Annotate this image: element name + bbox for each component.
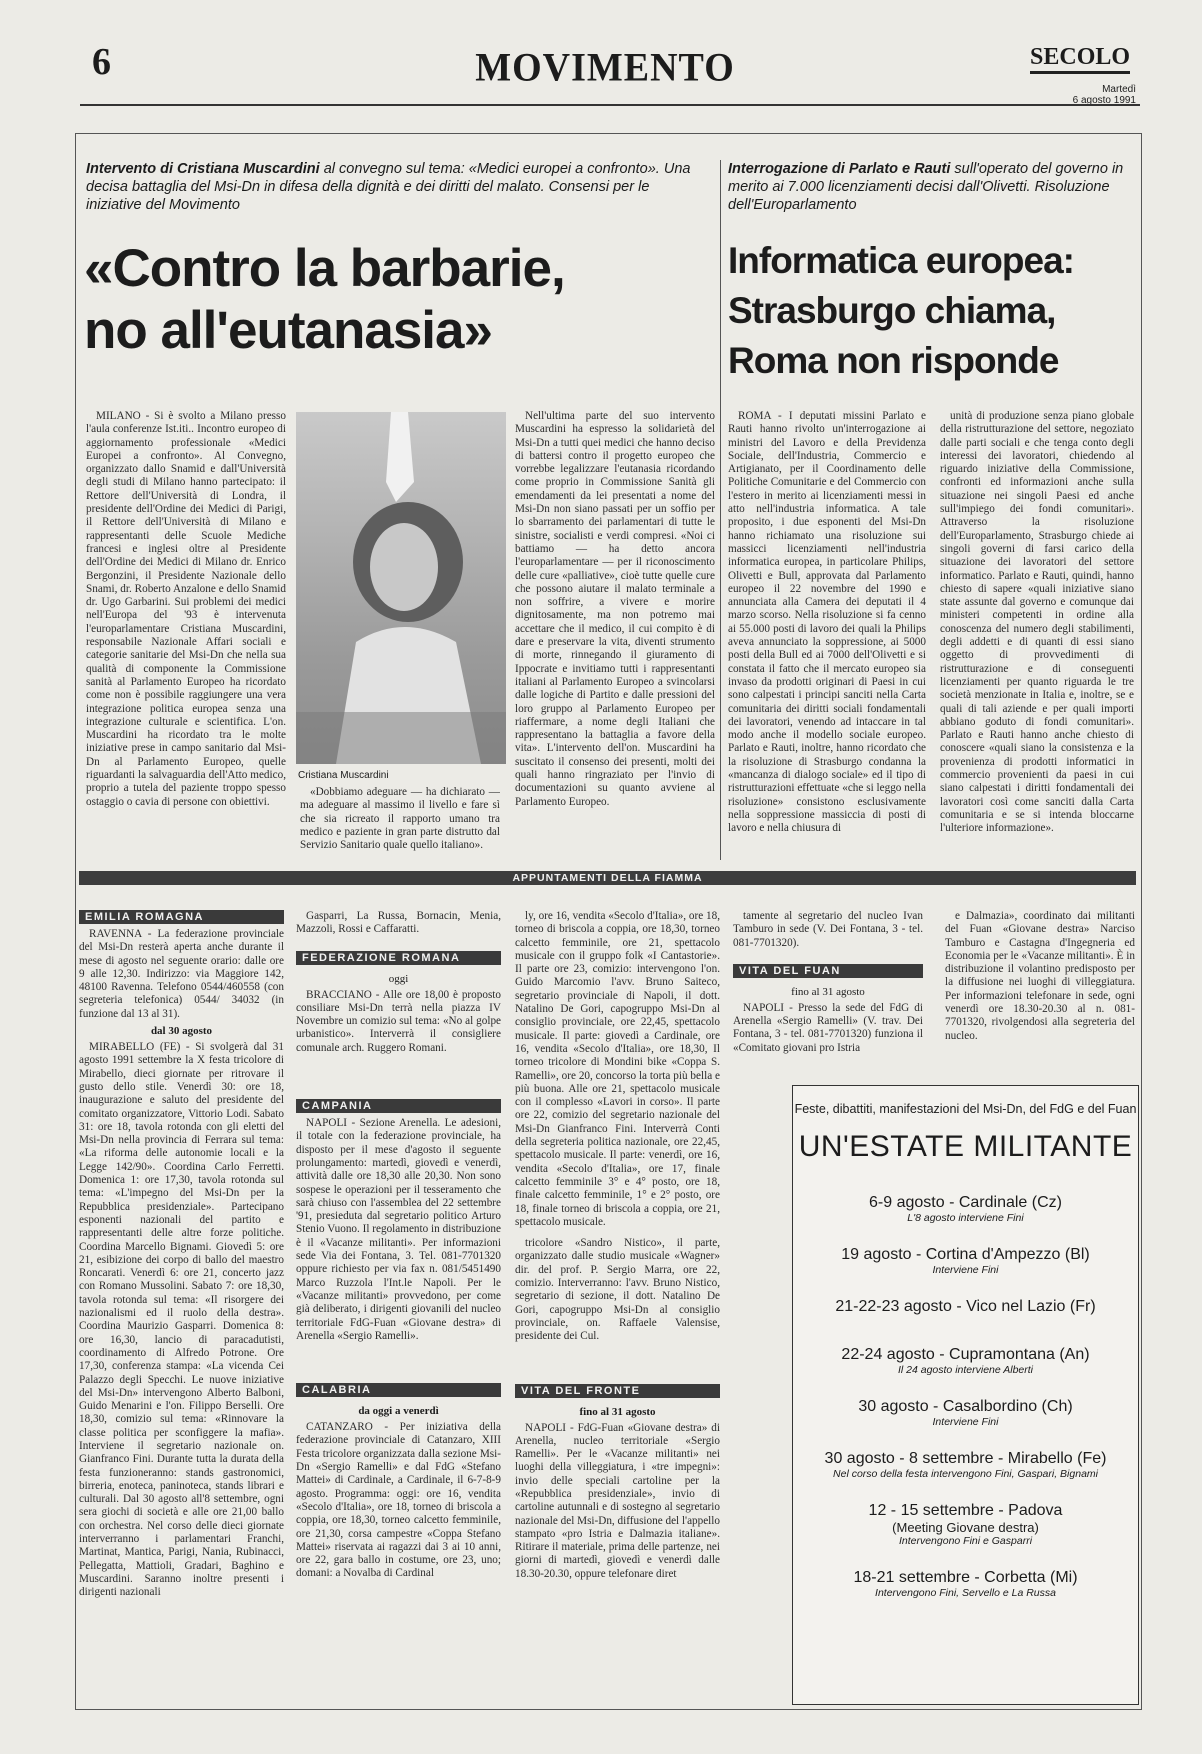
dateline bbox=[1040, 84, 1136, 106]
estate-event bbox=[793, 1569, 1138, 1599]
article1-headline bbox=[84, 238, 724, 362]
fuan-napoli bbox=[733, 1002, 923, 1055]
calabria-date: da oggi a venerdì bbox=[358, 1405, 439, 1418]
region-header-campania: CAMPANIA bbox=[296, 1099, 501, 1113]
estate-intro: Feste, dibattiti, manifestazioni del Msi-Dn, del FdG e del Fuan bbox=[794, 1102, 1137, 1116]
emilia-ravenna-text: RAVENNA - La federazione provinciale del Msi-Dn resterà aperta anche durante il mese di agosto nel seguente orario: dalle ore 9 alle 12,30. Indirizzo: via Maggiore 142, 48100 Ravenna. Telefono 0544/460558 (con segreteria telefonica) 0544/ 34032 (in funzione dal 13 al 31). bbox=[79, 928, 284, 1020]
col3-programme bbox=[515, 910, 720, 1229]
article1-col1-text: MILANO - Si è svolto a Milano presso l'aula conferenze Ist.iti.. Incontro europeo di aggiornamento professionale «Medici Europei a confronto». Al Convegno, organizzato dallo Snamid e dall'Università degli studi di Milano hanno partecipato: il Rettore dell'Università di Londra, il presidente dell'Ordine dei Medici di Parigi, il Rettore dell'Università di Milano e rappresentanti delle Scuole Mediche francesi e inglesi oltre al Presidente dell'Ordine dei Medici di Milano dr. Enrico Bergonzini, il Presidente Nazionale dello Snami, dr. Roberto Anzalone e dello Snamid dr. Ugo Garbarini. Sui problemi dei medici nell'Europa del '93 è intervenuta l'europarlamentare Cristiana Muscardini, responsabile Nazionale Affari sociali e categorie sanitarie del Msi-Dn che nella sua qualità di componente la Commissione sanità al Parlamento Europeo ha ricordato come non è possibile raggiungere una vera integrazione politica europea senza una integrazione culturale e scientifica. L'on. Muscardini ha ricordato tra le molte iniziative prese in campo sanitario dal Msi-Dn al Parlamento Europeo, quelle riguardanti la salvaguardia dell'Atto medico, proprio a tutela del paziente troppo spesso ostaggio o cavia di persone con obiettivi. bbox=[86, 410, 286, 808]
section-title: MOVIMENTO bbox=[475, 45, 735, 91]
estate-event-note: Intervengono Fini, Servello e La Russa bbox=[875, 1587, 1056, 1599]
article2-headline-line2: Strasburgo chiama, bbox=[728, 290, 1056, 331]
estate-event-date: 6-9 agosto - Cardinale (Cz) bbox=[869, 1194, 1062, 1211]
col3-programme-2-text: tricolore «Sandro Nistico», il parte, organizzato dalle studio musicale «Wagner» dir. del prof. P. Sergio Marra, ore 22, comizio. Interverranno: l'avv. Bruno Nistico, segretario di sezione, il dott. Natalino De Gori, capogruppo Msi-Dn al consiglio provinciale, on. Raffaele Valensise, presidente dei Cul. bbox=[515, 1237, 720, 1343]
newspaper-logo: SECOLO bbox=[1030, 44, 1130, 74]
estate-event-note: Interviene Fini bbox=[932, 1264, 999, 1276]
article1-headline-line1: «Contro la barbarie, bbox=[84, 239, 565, 298]
estate-event-note: Il 24 agosto interviene Alberti bbox=[897, 1364, 1034, 1376]
fuan-date: fino al 31 agosto bbox=[791, 985, 865, 998]
estate-event bbox=[793, 1194, 1138, 1224]
campania-napoli-text: NAPOLI - Sezione Arenella. Le adesioni, il totale con la federazione provinciale, ha disposto per il mese d'agosto il seguente prolungamento: martedì, giovedì e venerdì, attività dalle ore 18,30 alle 20,30. Non sono sospese le operazioni per il tesseramento che sarà chiuso con l'assemblea del 22 settembre '91, presieduta dal segretario politico Arturo Stenio Vuono. Il regolamento in distribuzione è il «Vacanze militanti». Per informazioni sede Via dei Fontana, 3. Tel. 081-7701320 oppure richiesto per via fax n. 081/5451490 Marco Ruzzola l'Int.le Napoli. Per le «Vacanze militanti» provvedono, per come già deliberato, i dirigenti giovanili del nucleo territoriale FdG-Fuan «Giovane destra» di Arenella «Sergio Ramelli». bbox=[296, 1117, 501, 1342]
listings-column-5 bbox=[945, 910, 1135, 1080]
fronte-napoli bbox=[515, 1422, 720, 1582]
estate-event-note: Nel corso della festa intervengono Fini, Gaspari, Bignami bbox=[833, 1468, 1098, 1480]
portrait-figure bbox=[296, 412, 506, 764]
estate-event bbox=[793, 1398, 1138, 1428]
emilia-ravenna bbox=[79, 928, 284, 1021]
estate-event bbox=[793, 1502, 1138, 1547]
listings-column-4 bbox=[733, 910, 923, 1080]
header-rule bbox=[80, 104, 1140, 106]
campania-napoli bbox=[296, 1117, 501, 1343]
estate-event bbox=[793, 1298, 1138, 1316]
col5-top bbox=[945, 910, 1135, 1043]
article2-headline-line3: Roma non risponde bbox=[728, 340, 1059, 381]
fuan-napoli-text: NAPOLI - Presso la sede del FdG di Arenella «Sergio Ramelli» (V. trav. Dei Fontana, 3 - tel. 081-7701320) funziona il «Comitato giovani pro Istria bbox=[733, 1001, 923, 1054]
estate-event-date: 18-21 settembre - Corbetta (Mi) bbox=[853, 1569, 1078, 1586]
estate-events bbox=[793, 1194, 1138, 1599]
photo-caption: Cristiana Muscardini bbox=[298, 770, 389, 781]
emilia-date: dal 30 agosto bbox=[150, 1025, 213, 1038]
article1-kicker bbox=[86, 160, 696, 214]
estate-event-note: Intervengono Fini e Gasparri bbox=[898, 1535, 1033, 1547]
estate-title: UN'ESTATE MILITANTE bbox=[798, 1130, 1133, 1163]
portrait-photo bbox=[296, 412, 506, 764]
col3-programme-2 bbox=[515, 1237, 720, 1343]
romana-date: oggi bbox=[388, 972, 409, 985]
listings-column-2 bbox=[296, 910, 501, 1705]
article1-col3-text: Nell'ultima parte del suo intervento Muscardini ha espresso la solidarietà del Msi-Dn a tutti quei medici che hanno deciso di battersi contro il progetto europeo che vorrebbe legalizzare l'eutanasia ricordando come proprio in Commissione Sanità gli emendamenti da lei presentati a nome del Msi-Dn non siano passati per un soffio per lo sbarramento dei parlamentari di tutte le sinistre, socialisti e verdi compresi. «Noi ci battiamo — ha detto ancora l'europarlamentare — per il riconoscimento delle cure «palliative», cioè tutte quelle cure che possono aiutare il malato terminale a non soffrire, a vivere e morire dignitosamente, ma non potremo mai accettare che il medico, il cui compito è di dare e preservare la vita, diventi strumento di morte, rinnegando il giuramento di Ippocrate e invitiamo tutti i rappresentanti italiani al Parlamento Europeo a svincolarsi dalle logiche di Partito e dalle pressioni del loro gruppo al Parlamento Europeo per riaffermare, a nome degli Italiani che rappresentano la battaglia a favore della vita». L'intervento dell'on. Muscardini ha suscitato il consenso dei presenti, molti dei quali hanno ringraziato per l'invio di documentazioni su quanto avviene al Parlamento Europeo. bbox=[515, 410, 715, 808]
article2-headline-line1: Informatica europea: bbox=[728, 240, 1074, 281]
estate-event-note: Interviene Fini bbox=[932, 1416, 999, 1428]
region-header-emilia: EMILIA ROMAGNA bbox=[79, 910, 284, 924]
article2-kicker bbox=[728, 160, 1133, 214]
fronte-date: fino al 31 agosto bbox=[579, 1405, 656, 1418]
estate-event-subtitle: (Meeting Giovane destra) bbox=[892, 1520, 1039, 1535]
article2-column-2 bbox=[940, 410, 1134, 864]
article2-kicker-bold: Interrogazione di Parlato e Rauti bbox=[728, 161, 951, 177]
col5-top-text: e Dalmazia», coordinato dai militanti del Fuan «Giovane destra» Narciso Tamburo e Castagna d'Ingegneria ed Economia per le «Vacanze militanti». È in distribuzione il volantino predisposto per la diffusione nei luoghi di villeggiatura. Per informazioni telefonare in sede, ogni venerdì ore 18.30-20.30 al n. 081-7701320, rivolgendosi alla segreteria del nucleo. bbox=[945, 910, 1135, 1042]
col4-top bbox=[733, 910, 923, 950]
date-day: Martedì bbox=[1102, 84, 1136, 95]
appuntamenti-banner: APPUNTAMENTI DELLA FIAMMA bbox=[79, 871, 1136, 885]
fronte-napoli-text: NAPOLI - FdG-Fuan «Giovane destra» di Arenella, nucleo territoriale «Sergio Ramelli». Per le «Vacanze militanti» nei luoghi della villeggiatura, i «tre impegni»: invio delle speciali cartoline per la «Repubblica presidenziale», invio di cartoline autunnali e di sostegno al segretario nazionale del Msi-Dn, diffusione del l'appello stampato «pro Istria e Dalmazia italiane». Ritirare il materiale, prima delle partenze, nei giorni di martedì, giovedì e venerdì dalle 18.30-20.30, oppure telefonare diret bbox=[515, 1421, 720, 1580]
portrait-face bbox=[370, 523, 438, 611]
article1-col2-text: «Dobbiamo adeguare — ha dichiarato — ma adeguare al massimo il livello e fare sì che sia ricreato il rapporto umano tra medico e paziente in gran parte distrutto dal Servizio Sanitario quale quello italiano». bbox=[300, 786, 500, 852]
article2-col1-text: ROMA - I deputati missini Parlato e Rauti hanno rivolto un'interrogazione ai ministri del Lavoro e della Previdenza Sociale, dell'Industria, Commercio e Artigianato, per il Coordinamento delle Politiche Comunitarie e del Commercio con l'estero in merito ai licenziamenti messi in atto nell'industria informatica. A tale proposito, i due esponenti del Msi-Dn hanno richiamato una risoluzione sui massicci licenziamenti nell'industria informatica europea, in particolare Philips, Olivetti e Bull, approvata dal Parlamento europeo il 22 novembre del 1990 e annunciata alla Camera dei deputati il 4 marzo scorso. Nella risoluzione si fa cenno ai 55.000 posti di lavoro dei quali la Philips aveva annunciato la soppressione, ai 5000 posti della Bull ed ai 7000 dell'Olivetti e si constata il fatto che il mercato europeo sia invaso da prodotti originari di Paesi in cui sono calpestati i principi sanciti nella Carta comunitaria dei diritti sociali fondamentali dei lavoratori, venendo ad intaccare in tal modo anche il modello sociale europeo. Parlato e Rauti, inoltre, hanno ricordato che la risoluzione di Strasburgo condanna la «mancanza di dialogo sociale» ed il tipo di ristrutturazioni effettuate «che si leggo nella risoluzione» consistono esclusivamente nella soppressione massiccia di posti di lavoro e nella chiusura di bbox=[728, 410, 926, 835]
article1-column-2 bbox=[300, 786, 500, 864]
region-header-fuan: VITA DEL FUAN bbox=[733, 964, 923, 978]
portrait-desk bbox=[296, 712, 506, 764]
estate-event-date: 22-24 agosto - Cupramontana (An) bbox=[841, 1346, 1090, 1363]
flame-emblem bbox=[386, 412, 414, 502]
calabria-catanzaro bbox=[296, 1421, 501, 1581]
article2-col2-text: unità di produzione senza piano globale della ristrutturazione del settore, negoziato dalle parti sociali e che tenga conto degli interessi dei lavoratori, chiedendo al riguardo iniziative della Commissione, confronti ed informazioni anche sulla situazione nei singoli Paesi ed anche sull'impiego dei fondi comunitari». Attraverso la risoluzione dell'Europarlamento, Strasburgo chiede ai singoli governi di farsi carico della situazione dei lavoratori del settore informatico. Parlato e Rauti, quindi, hanno chiesto di sapere «quali iniziative siano state assunte dal governo e comunque dai ministeri competenti in ordine alla conoscenza del numero degli stabilimenti, degli addetti e di quanti di essi siano oggetto di provvedimenti di ristrutturazione e di conseguenti licenziamenti per quanto riguarda le tre società menzionate in Italia e, inoltre, se e quali di tali aziende e per quali importi abbiano goduto di fondi comunitari». Parlato e Rauti hanno anche chiesto di conoscere «quali siano la consistenza e la provenienza di prodotti informatici in commercio provenienti da paesi in cui siano calpestati i diritti fondamentali dei lavoratori così come sanciti dalla Carta comunitaria e se si intenda bloccarne l'ulteriore informazione». bbox=[940, 410, 1134, 835]
estate-event-date: 12 - 15 settembre - Padova bbox=[868, 1502, 1063, 1519]
region-header-romana: FEDERAZIONE ROMANA bbox=[296, 951, 501, 965]
article1-column-1 bbox=[86, 410, 286, 864]
article1-kicker-text: al convegno sul tema: «Medici europei a confronto». Una decisa battaglia del Msi-Dn in difesa della dignità e dei diritti del malato. Consensi per le iniziative del Movimento bbox=[86, 161, 691, 213]
article2-headline bbox=[728, 236, 1138, 386]
region-header-calabria: CALABRIA bbox=[296, 1383, 501, 1397]
estate-militante-box bbox=[792, 1085, 1139, 1705]
article1-kicker-bold: Intervento di Cristiana Muscardini bbox=[86, 161, 320, 177]
estate-event-note: L'8 agosto interviene Fini bbox=[907, 1212, 1024, 1224]
article2-kicker-text: sull'operato del governo in merito ai 7.000 licenziamenti decisi dall'Olivetti. Risoluzione dell'Europarlamento bbox=[728, 161, 1124, 213]
estate-event-date: 19 agosto - Cortina d'Ampezzo (Bl) bbox=[841, 1246, 1090, 1263]
estate-event-date: 30 agosto - 8 settembre - Mirabello (Fe) bbox=[824, 1450, 1107, 1467]
region-header-fronte: VITA DEL FRONTE bbox=[515, 1384, 720, 1398]
col4-top-text: tamente al segretario del nucleo Ivan Tamburo in sede (V. Dei Fontana, 3 - tel. 081-7701320). bbox=[733, 910, 923, 949]
article2-column-1 bbox=[728, 410, 926, 864]
emilia-mirabello bbox=[79, 1041, 284, 1599]
calabria-catanzaro-text: CATANZARO - Per iniziativa della federazione provinciale di Catanzaro, XIII Festa tricolore organizzata dalla sezione Msi-Dn «Sergio Ramelli» e dal FdG «Stefano Mattei» di Cardinale, a Cardinale, il 6-7-8-9 agosto. Programma: oggi: ore 16, vendita «Secolo d'Italia», ore 18, torneo di briscola a coppia, ore 18,30, torneo calcetto femminile, ore 21,30, corsa campestre «Coppa Stefano Mattei» riservata ai ragazzi dai 3 ai 10 anni, ore 22, gara ballo in costume, ore 23, uno; domani: a Novalba di Cardinal bbox=[296, 1421, 501, 1580]
date-value: 6 agosto 1991 bbox=[1072, 95, 1136, 106]
estate-event bbox=[793, 1346, 1138, 1376]
romana-bracciano-text: BRACCIANO - Alle ore 18,00 è proposto consiliare Msi-Dn terrà nella piazza IV Novembre un comizio sul tema: «No al golpe urbanistico». Interverrà il consigliere comunale arch. Ruggero Romani. bbox=[296, 988, 501, 1054]
col2-top-text: Gasparri, La Russa, Bornacin, Menia, Mazzoli, Rossi e Caffaratti. bbox=[296, 910, 501, 936]
estate-event-date: 30 agosto - Casalbordino (Ch) bbox=[858, 1398, 1073, 1415]
estate-event bbox=[793, 1450, 1138, 1480]
col3-programme-text: ly, ore 16, vendita «Secolo d'Italia», ore 18, torneo di briscola a coppia, ore 18,30, torneo calcetto femminile, ore 21, spettacolo musicale con il gruppo folk «I Cantastorie». Il parte ore 23, comizio: intervengono l'on. Guido Marcomio l'avv. Bruno Saiteco, segretario provinciale di Napoli, il dott. Natalino De Gori, capogruppo Msi-Dn al consiglio provinciale, ore 22,45, spettacolo musicale. Il parte: giovedì a Cardinale, ore 16, vendita «Secolo d'Italia», ore 18,30, Il torneo tricolore di Mondini bike «Coppa S. Ramelli», ore 20, concorso la torta più bella e più buona. Alle ore 21, spettacolo musicale con il complesso «Lavori in corso». Il parte ore 22, comizio del segretario nazionale del Msi-Dn Gianfranco Fini. Interverrà Conti della segreteria politica nazionale, ore 22,45, spettacolo musicale. Il parte: venerdì, ore 16, vendita «Secolo d'Italia», ore 17, finale calcetto femminile 3° e 4° posto, ore 18, finale calcetto femminile, 1° e 2° posto, ore 18, finale torneo di briscola a coppia, ore 21, spettacolo musicale. bbox=[515, 910, 720, 1228]
listings-column-3 bbox=[515, 910, 720, 1705]
article1-column-3 bbox=[515, 410, 715, 864]
estate-event-date: 21-22-23 agosto - Vico nel Lazio (Fr) bbox=[835, 1298, 1096, 1315]
article1-headline-line2: no all'eutanasia» bbox=[84, 301, 492, 360]
listings-column-1 bbox=[79, 910, 284, 1705]
estate-event bbox=[793, 1246, 1138, 1276]
emilia-mirabello-text: MIRABELLO (FE) - Si svolgerà dal 31 agosto 1991 settembre la X festa tricolore di Mirabello, dieci giornate per ritrovare il gusto dello stile. Venerdì 30: ore 18, inaugurazione e saluto del presidente del comitato organizzatore, Vittorio Lodi. Sabato 31: ore 18, tavola rotonda con gli eletti del Msi-Dn nella provincia di Ferrara sul tema: «La riforma delle autonomie locali e la Legge 142/90». Coordina Carlo Ferretti. Domenica 1: ore 17,30, tavola rotonda sul tema: «L'impegno del Msi-Dn per la Repubblica presidenziale». Partecipano esponenti nazionali del partito e rappresentanti delle altre forze politiche. Coordina Marcello Bignami. Giovedì 5: ore 21, esibizione dei corpo di ballo del maestro Roncarati. Venerdì 6: ore 21, concerto jazz con Romano Mussolini. Sabato 7: ore 18,30, tavola rotonda sul tema: «Il risorgere dei nazionalismi ed il ruolo della destra». Coordina Maurizio Gasparri. Domenica 8: ore 16,30, lancio di paracadutisti, coordinamento di Alfredo Potrone. Ore 17,30, conferenza stampa: «La vicenda Cei Palazzo degli Specchi. Le nuove iniziative del Msi-Dn» intervengono Alberto Balboni, Guido Menarini e l'on. Filippo Berselli. Ore 18,30, comizio sul tema: «Rinnovare la classe politica per sconfiggere la mafia». Interviene il segretario nazionale on. Gianfranco Fini. Durante tutta la durata della festa funzioneranno: stands gastronomici, birreria, enoteca, paninoteca, stands librari e culturali. Dal 30 agosto all'8 settembre, ogni sera giochi di società e alle ore 21,00 ballo con orchestra. Nel corso delle dieci giornate interverranno i parlamentari Franchi, Martinat, Mantica, Parigi, Nania, Rubinacci, Pellegatta, Mattioli, Gradari, Baghino e Muscardini. Saranno inoltre presenti i dirigenti nazionali bbox=[79, 1041, 284, 1599]
col2-top bbox=[296, 910, 501, 937]
page-number: 6 bbox=[92, 41, 111, 83]
romana-bracciano bbox=[296, 989, 501, 1055]
